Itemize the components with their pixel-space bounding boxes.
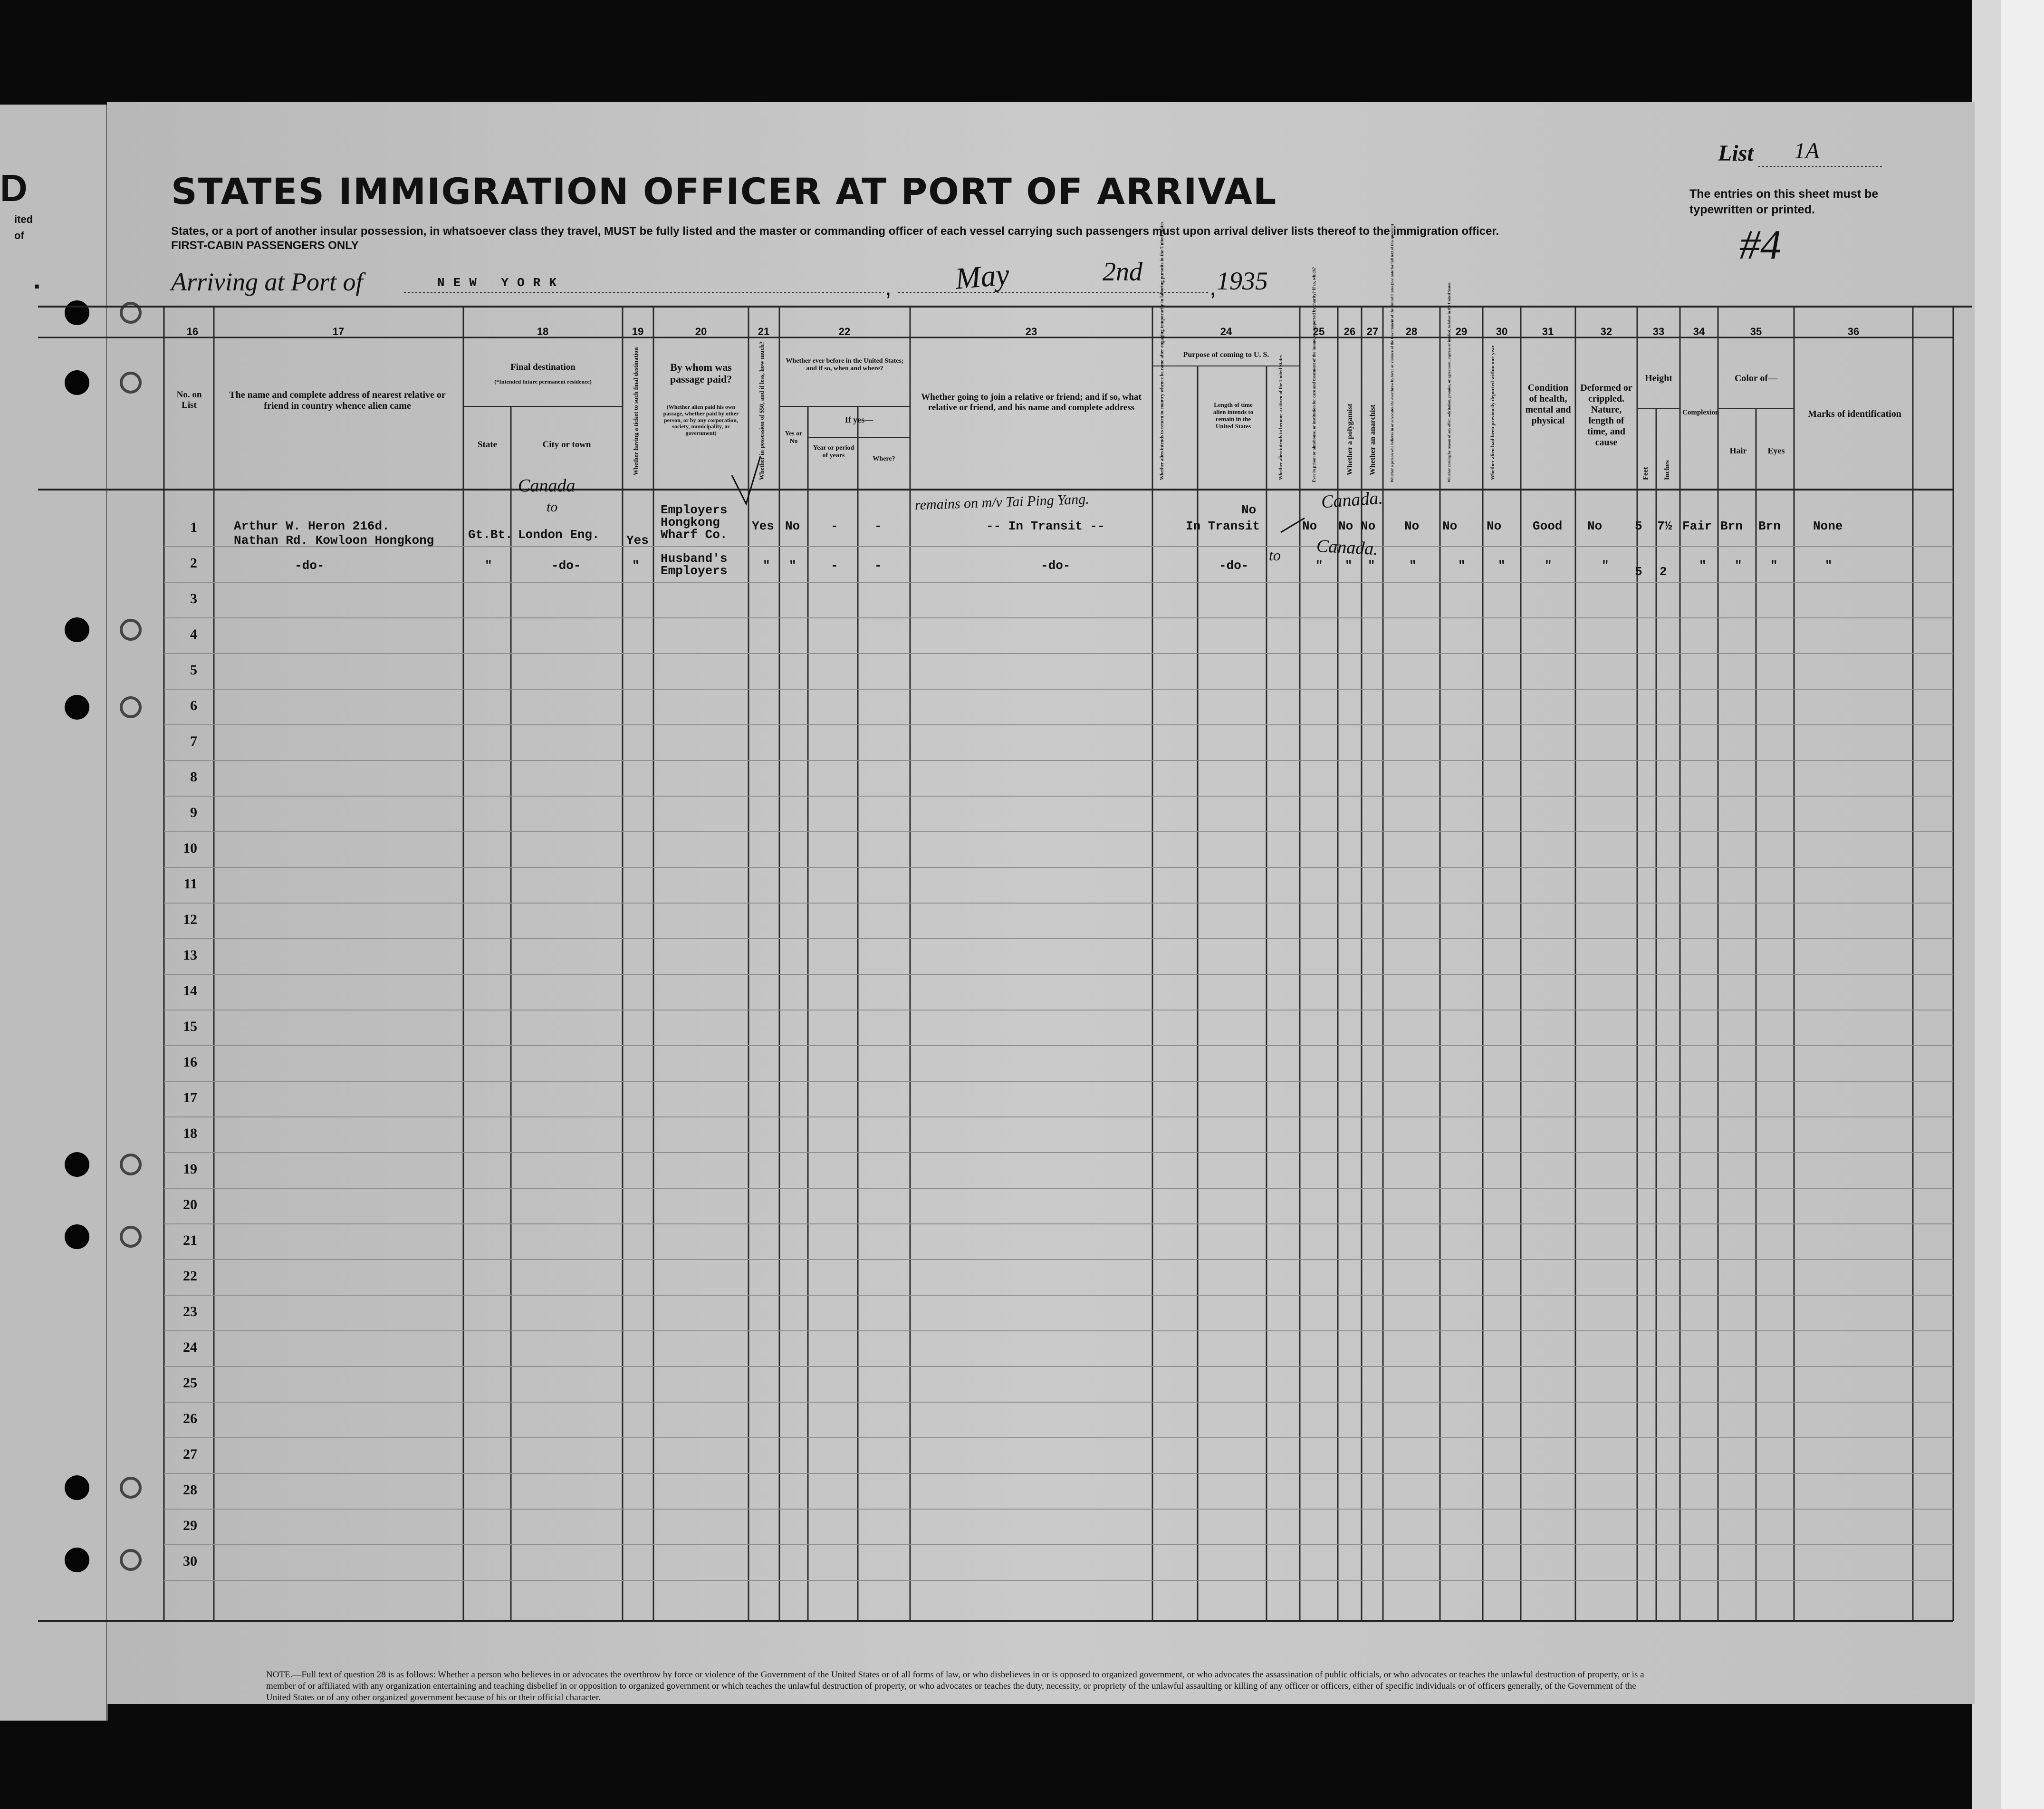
row2-year: -: [831, 558, 838, 573]
row-number: 22: [183, 1268, 197, 1284]
row-number: 29: [183, 1518, 197, 1533]
header-overthrow: Whether a person who believes in or advocates the overthrow by force or violence of the Government of the United States (See note for full text of this question): [1390, 224, 1394, 482]
header-complexion: Complexion: [1682, 409, 1719, 416]
column-number: 19: [632, 326, 644, 337]
column-number: 17: [332, 326, 345, 337]
row1-relative-name: Arthur W. Heron 216d.: [234, 519, 390, 533]
left-stub-page: [0, 105, 107, 1721]
row2-deformed: ": [1602, 558, 1609, 573]
column-number: 24: [1220, 326, 1232, 337]
entries-note: The entries on this sheet must be typewritten or printed.: [1689, 187, 1879, 216]
header-anarchist: Whether an anarchist: [1369, 404, 1377, 475]
row-number: 13: [183, 947, 197, 963]
column-number: 25: [1313, 326, 1325, 337]
comma-separator: ,: [885, 274, 892, 300]
column-number: 30: [1496, 326, 1508, 337]
row1-fifty-dollars: Yes: [752, 519, 774, 533]
column-number: 28: [1405, 326, 1418, 337]
row-number: 28: [183, 1482, 197, 1498]
row1-hair: Brn: [1720, 519, 1743, 533]
column-number: 23: [1025, 326, 1037, 337]
row-number: 30: [183, 1553, 197, 1569]
row1-hand-remains: remains on m/v Tai Ping Yang.: [914, 491, 1090, 513]
header-prison-almshouse: Ever in prison or almshouse, or institution for care and treatment of the insane, or supported by charity? If so, which?: [1312, 267, 1316, 482]
left-stub-line: of: [14, 230, 24, 241]
column-number: 26: [1343, 326, 1356, 337]
row-number: 8: [190, 769, 197, 785]
row1-city: London Eng.: [518, 528, 600, 542]
row1-feet: 5: [1635, 519, 1642, 533]
column-number: 20: [695, 326, 707, 337]
row2-relative-name: -do-: [295, 558, 325, 573]
row1-overthrow: No: [1404, 519, 1420, 533]
row1-paid-by-2: Hongkong: [661, 515, 720, 529]
header-passage-paid: By whom was passage paid?: [670, 361, 732, 385]
left-stub-lines: [14, 212, 43, 244]
row2-eyes: ": [1770, 558, 1778, 573]
column-number: 18: [537, 326, 549, 337]
row-number: 1: [190, 520, 197, 535]
row2-length-stay: -do-: [1219, 558, 1249, 573]
row2-hand-canada: Canada.: [1315, 536, 1379, 559]
header-purpose: Purpose of coming to U. S.: [1183, 351, 1269, 359]
row-number: 6: [190, 698, 197, 713]
row-number: 16: [183, 1054, 197, 1070]
row2-paid-by-2: Employers: [661, 564, 728, 578]
row1-hand-destination: Canada: [518, 476, 576, 496]
header-offer-labor: Whether coming by reason of any offer, solicitation, promise, or agreement, express or implied, to labor in the United States: [1447, 282, 1451, 482]
row-number: 24: [183, 1339, 197, 1355]
column-number: 35: [1750, 326, 1762, 337]
footnote-question-28: NOTE.—Full text of question 28 is as follows: Whether a person who believes in or advocates the overthrow by force or violence of the Government of the United States or of all forms of law, or who disbelieves in or is opposed to organized government, or who advocates the assassination of public officials, or who advocates or teaches the unlawful destruction of property, or is a member of or affiliated with any organization entertaining and teaching disbelief in or opposition to organized government or which teaches the unlawful destruction of property, or who advocates or teaches the duty, necessity, or propriety of the unlawful assaulting or killing of any officer or officers, either of specific individuals or of officers generally, of the Government of the United States or of any other organized government because of his or their official character.: [266, 1670, 1644, 1703]
left-stub-letter: D: [0, 167, 28, 209]
header-polygamist: Whether a polygamist: [1346, 404, 1354, 475]
header-final-destination-sub: (*Intended future permanent residence): [494, 378, 592, 385]
row1-hand-to: to: [547, 499, 558, 515]
row2-city: -do-: [551, 558, 581, 573]
row1-ticket: Yes: [626, 533, 649, 548]
row1-citizen: No: [1241, 503, 1257, 517]
row1-length-stay: In Transit: [1186, 519, 1260, 533]
row2-polygamist: ": [1345, 558, 1353, 573]
column-number: 33: [1652, 326, 1665, 337]
row-number: 18: [183, 1126, 197, 1141]
row1-state: Gt.Bt.: [468, 528, 513, 542]
row1-deformed: No: [1587, 519, 1603, 533]
row2-prison: ": [1315, 558, 1323, 573]
row-number: 14: [183, 983, 197, 999]
row1-eyes: Brn: [1758, 519, 1781, 533]
header-fifty-dollars: Whether in possession of $50, and if less, how much?: [758, 341, 765, 480]
header-hair: Hair: [1729, 446, 1747, 455]
row-number: 5: [190, 662, 197, 678]
header-nearest-relative: The name and complete address of nearest relative or friend in country whence alien came: [229, 390, 446, 411]
row2-complexion: ": [1699, 558, 1707, 573]
row2-inches: 2: [1660, 565, 1667, 579]
row-number: 4: [190, 626, 197, 642]
header-year-period: Year or period of years: [813, 444, 854, 460]
arrival-day: 2nd: [1103, 257, 1142, 287]
row1-paid-by-1: Employers: [661, 503, 728, 517]
row-number: 7: [190, 733, 197, 749]
row1-paid-by-3: Wharf Co.: [661, 528, 728, 542]
row-number: 3: [190, 591, 197, 606]
row1-deported: No: [1487, 519, 1502, 533]
header-feet: Feet: [1642, 467, 1650, 480]
column-number: 27: [1366, 326, 1379, 337]
row2-join-relative: -do-: [1041, 558, 1071, 573]
arrival-month: May: [954, 257, 1011, 296]
row-number: 17: [183, 1090, 197, 1106]
port-value: NEW YORK: [437, 276, 565, 290]
header-health: Condition of health, mental and physical: [1525, 383, 1571, 426]
header-deported: Whether alien had been previously deported within one year: [1490, 345, 1496, 480]
list-number: 1A: [1794, 138, 1820, 164]
column-number: 36: [1847, 326, 1860, 337]
row2-hair: ": [1735, 558, 1742, 573]
row2-overthrow: ": [1409, 558, 1417, 573]
row-number: 2: [190, 555, 197, 571]
row2-state: ": [485, 558, 492, 573]
row1-where: -: [874, 519, 882, 533]
row2-citizen: to: [1269, 547, 1281, 564]
header-city-town: City or town: [542, 440, 591, 450]
row1-relative-address: Nathan Rd. Kowloon Hongkong: [234, 533, 434, 548]
column-number: 16: [186, 326, 199, 337]
header-become-citizen: Whether alien intends to become a citizen of the United States: [1278, 355, 1284, 480]
row-number: 20: [183, 1197, 197, 1212]
row1-marks: None: [1813, 519, 1843, 533]
header-deformed: Deformed or crippled. Nature, length of time, and cause: [1580, 383, 1632, 448]
first-cabin-label: FIRST-CABIN PASSENGERS ONLY: [171, 239, 359, 252]
row-number: 9: [190, 805, 197, 820]
header-height: Height: [1645, 373, 1672, 384]
header-where: Where?: [873, 455, 895, 462]
header-no-on-list: No. on List: [176, 390, 202, 410]
row1-join-relative: -- In Transit --: [986, 519, 1105, 533]
header-color-of: Color of—: [1734, 373, 1778, 384]
row2-anarchist: ": [1368, 558, 1375, 573]
comma-separator: ,: [1209, 274, 1216, 300]
left-stub-line: ited: [14, 213, 33, 225]
header-ticket: Whether having a ticket to such final destination: [632, 347, 639, 475]
row-number: 15: [183, 1019, 197, 1034]
arrival-year: 1935: [1217, 267, 1268, 295]
row1-offer-labor: No: [1442, 519, 1458, 533]
row-number: 10: [183, 840, 197, 856]
header-intends-return: Whether alien intends to return to country whence he came after engaging temporarily in laboring pursuits in the United States: [1160, 221, 1165, 480]
list-label: List: [1718, 141, 1754, 166]
left-stub-mark: .: [33, 264, 41, 294]
header-yes-no: Yes or No: [785, 430, 803, 445]
row2-where: -: [874, 558, 882, 573]
column-number: 29: [1455, 326, 1468, 337]
row2-marks: ": [1825, 558, 1833, 573]
column-number: 21: [758, 326, 770, 337]
header-state: State: [477, 440, 498, 450]
row-number: 12: [183, 912, 197, 927]
row2-feet: 5: [1635, 565, 1642, 579]
row2-paid-by-1: Husband's: [661, 551, 728, 566]
row1-polygamist: No: [1338, 519, 1353, 533]
column-number: 34: [1693, 326, 1705, 337]
row1-health: Good: [1533, 519, 1563, 533]
row-number: 11: [183, 876, 197, 892]
row2-fifty-dollars: ": [763, 558, 770, 573]
header-join-relative: Whether going to join a relative or friend; and if so, what relative or friend, and his name and complete address: [921, 392, 1142, 413]
header-length-stay: Length of time alien intends to remain in the United States: [1213, 401, 1254, 430]
row1-inches: 7½: [1657, 519, 1672, 533]
row1-complexion: Fair: [1682, 519, 1712, 533]
header-eyes: Eyes: [1767, 446, 1785, 455]
row2-ticket: ": [632, 558, 640, 573]
form-title: STATES IMMIGRATION OFFICER AT PORT OF ARRIVAL: [171, 170, 1277, 212]
column-number: 22: [838, 326, 851, 337]
header-ever-in-us: Whether ever before in the United States; and if so, when and where?: [786, 357, 904, 373]
row1-anarchist: No: [1361, 519, 1376, 533]
row-number: 21: [183, 1232, 197, 1248]
column-number: 31: [1542, 326, 1554, 337]
column-number: 32: [1600, 326, 1612, 337]
port-label: Arriving at Port of: [171, 268, 363, 296]
row2-deported: ": [1498, 558, 1506, 573]
row2-health: ": [1545, 558, 1552, 573]
header-passage-paid-sub: (Whether alien paid his own passage, whether paid by other person, or by any corporation, society, municipality, or government): [663, 404, 739, 437]
row-number: 25: [183, 1375, 197, 1391]
row-number: 19: [183, 1161, 197, 1177]
header-final-destination: Final destination: [510, 362, 576, 372]
sheet-mark: #4: [1739, 222, 1781, 268]
row1-prison: No: [1302, 519, 1317, 533]
row-number: 27: [183, 1446, 197, 1462]
header-inches: Inches: [1663, 460, 1671, 480]
header-if-yes: If yes—: [844, 415, 873, 424]
row2-offer-labor: ": [1458, 558, 1466, 573]
form-subtitle: States, or a port of another insular possession, in whatsoever class they travel, MUST be fully listed and the master or commanding officer of each vessel carrying such passengers must upon arrival deliver lists thereof to the immigration officer.: [171, 225, 1499, 238]
row1-hand-canada: Canada.: [1320, 488, 1384, 512]
row1-year: -: [831, 519, 838, 533]
row2-ever-in-us: ": [789, 558, 796, 573]
row1-ever-in-us: No: [785, 519, 800, 533]
row-number: 23: [183, 1304, 197, 1319]
row-number: 26: [183, 1411, 197, 1426]
header-marks-identification: Marks of identification: [1808, 409, 1901, 419]
